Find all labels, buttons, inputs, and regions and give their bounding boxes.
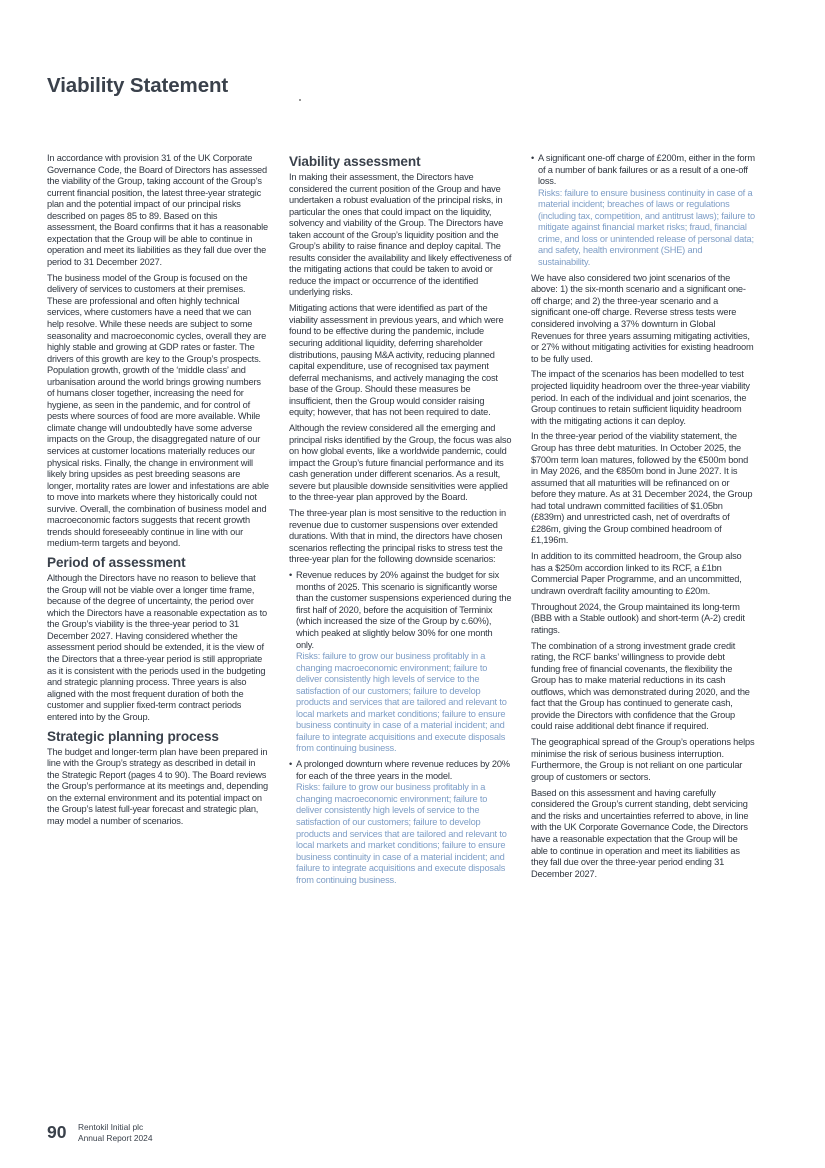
scenario-risks: Risks: failure to ensure business continuity in case of a material incident; breaches of laws or regulations (including tax, competition, and antitrust laws); failure to mitigate against financial market risks; fraud, financial crime, and loss or unintended release of personal data; and safety, health environment (SHE) and sustainability. (538, 187, 755, 267)
geographical-spread-paragraph: The geographical spread of the Group’s operations helps minimise the risk of serious business interruption. Furthermore, the Group is not reliant on one particular group of customers or sectors. (531, 737, 755, 782)
scenario-item (289, 759, 512, 886)
column-1 (47, 153, 269, 832)
viability-assessment-heading: Viability assessment (289, 154, 421, 169)
page-title: Viability Statement (47, 74, 229, 97)
business-model-paragraph: The business model of the Group is focused on the delivery of services to customers at their premises. These are professional and often highly technical services, where customers have a need that we can help resolve. While these needs are subject to some seasonality and macroeconomic cycles, overall they are highly stable and growing at GDP rates or faster. The drivers of this growth are key to the Group’s prospects. Population growth, growth of the ‘middle class’ and urbanisation around the world brings growing numbers of humans closer together, increasing the need for hygiene, as seen in the pandemic, and for control of pests where sources of food are more available. While climate change will undoubtedly have some adverse impacts on the Group, the disaggregated nature of our services at customer locations materially reduces our physical risks. Finally, the change in environment will likely bring upsides as pest breeding seasons are longer, mortality rates are lower and infestations are able to move into markets where they historically could not survive. Overall, the combination of business model and macroeconomic factors suggests that recent growth trends should foreseeably continue in line with our medium-term targets and beyond. (47, 272, 269, 549)
scenario-item (531, 153, 755, 268)
scenario-list (289, 570, 512, 886)
scenario-risks: Risks: failure to grow our business profitably in a changing macroeconomic environment; failure to deliver consistently high levels of service to the satisfaction of our customers; failure to develop products and services that are tailored and relevant to local markets and market conditions; failure to ensure business continuity in case of a material incident; and failure to integrate acquisitions and execute disposals from continuing business. (296, 651, 507, 754)
period-of-assessment-paragraph: Although the Directors have no reason to believe that the Group will not be viable over a longer time frame, because of the degree of uncertainty, the period over which the Directors have a reasonable expectation as to the Group’s viability is the three-year period to 31 December 2027. Having considered whether the assessment period should be extended, it is the view of the Directors that a three-year period is still appropriate as it is consistent with the periods used in the budgeting and strategic planning process. Three years is also aligned with the most frequent duration of both the customer and supplier fixed-term contract periods entered into by the Group. (47, 573, 267, 722)
footer-company-name: Rentokil Initial plc (78, 1122, 144, 1132)
strategic-planning-paragraph: The budget and longer-term plan have been prepared in line with the Group’s strategy as described in detail in the Strategic Report (pages 4 to 90). The Board reviews the Group’s performance at its meetings and, depending on the external environment and its potential impact on the Group’s latest full-year forecast and strategic plan, may model a number of scenarios. (47, 746, 268, 826)
intro-paragraph: In accordance with provision 31 of the UK Corporate Governance Code, the Board of Directors has assessed the viability of the Group, taking account of the Group’s current financial position, the latest three-year strategic plan and the potential impact of our principal risks described on pages 85 to 89. Based on this assessment, the Board confirms that it has a reasonable expectation that the Group will be able to continue in operation and meet its liabilities as they fall due over the period to 31 December 2027. (47, 153, 268, 267)
viability-paragraph-2: Mitigating actions that were identified as part of the viability assessment in previous years, and which were found to be effective during the pandemic, include securing additional liquidity, deferring shareholder distributions, pausing M&A activity, reducing planned capital expenditure, use of recognised tax payment deferral mechanisms, and actively managing the cost base of the Group. Should these measures be insufficient, then the Group would consider raising equity; however, that has not been required to date. (289, 303, 504, 418)
column-2 (289, 153, 512, 891)
scenario-list-continued (531, 153, 755, 268)
scenario-impact-paragraph: The impact of the scenarios has been modelled to test projected liquidity headroom over the three-year viability period. In each of the individual and joint scenarios, the Group continues to retain sufficient liquidity headroom with the mitigating actions it can deploy. (531, 369, 750, 426)
scenario-text: A significant one-off charge of £200m, either in the form of a number of bank failures or as a result of a one-off loss. (538, 153, 755, 187)
debt-maturities-paragraph: In the three-year period of the viability statement, the Group has three debt maturities. In October 2025, the $700m term loan matures, followed by the €500m bond in May 2026, and the €850m bond in June 2027. It is assumed that all maturities will be refinanced on or before they mature. As at 31 December 2024, the Group had total undrawn committed facilities of $1.05bn (£839m) and unrestricted cash, net of overdrafts of £286m, giving the Group combined headroom of £1,196m. (531, 431, 753, 546)
scenario-text: Revenue reduces by 20% against the budget for six months of 2025. This scenario is significantly worse than the customer suspensions experienced during the first half of 2020, before the acquisition of Terminix (which increased the size of the Group by c.60%), which peaked at slightly below 30% for one month only. (296, 570, 512, 650)
confidence-paragraph: The combination of a strong investment grade credit rating, the RCF banks’ willingness to provide debt funding free of financial covenants, the flexibility the Group has to make material reductions in its cash outflows, which was demonstrated during 2020, and the fact that the Group has continued to generate cash, provide the Directors with confidence that the Group could raise additional debt finance if required. (531, 640, 750, 732)
scenario-risks: Risks: failure to grow our business profitably in a changing macroeconomic environment; failure to deliver consistently high levels of service to the satisfaction of our customers; failure to develop products and services that are tailored and relevant to local markets and market conditions; failure to ensure business continuity in case of a material incident; and failure to integrate acquisitions and execute disposals from continuing business. (296, 782, 507, 885)
stray-dot (299, 99, 301, 101)
strategic-planning-heading: Strategic planning process (47, 728, 219, 744)
viability-paragraph-4: The three-year plan is most sensitive to the reduction in revenue due to customer suspensions over extended durations. With that in mind, the directors have chosen scenarios reflecting the principal risks to stress test the three-year plan for the following downside scenarios: (289, 508, 506, 565)
page-number: 90 (47, 1122, 67, 1142)
committed-headroom-paragraph: In addition to its committed headroom, the Group also has a $250m accordion linked to its RCF, a £1bn Commercial Paper Programme, and an uncommitted, undrawn overdraft facility amounting to £20m. (531, 551, 742, 596)
joint-scenarios-paragraph: We have also considered two joint scenarios of the above: 1) the six-month scenario and a significant one-off charge; and 2) the three-year scenario and a significant one-off charge. Reverse stress tests were considered involving a 37% downturn in Global Revenues for three years assuming mitigating activities, or 27% without mitigating activities for existing headroom to be fully used. (531, 272, 754, 364)
footer-publication (78, 1122, 153, 1143)
column-3 (531, 153, 755, 884)
viability-paragraph-3: Although the review considered all the emerging and principal risks identified by the Group, the focus was also on how global events, like a worldwide pandemic, could impact the Group’s future financial performance and its cash generation under different scenarios. As a result, severe but plausible downside sensitivities were applied to the three-year plan approved by the Board. (289, 423, 512, 503)
footer-report-name: Annual Report 2024 (78, 1132, 153, 1143)
scenario-text: A prolonged downturn where revenue reduces by 20% for each of the three years in the model. (296, 759, 510, 781)
period-of-assessment-heading: Period of assessment (47, 555, 186, 571)
scenario-item (289, 570, 512, 755)
credit-ratings-paragraph: Throughout 2024, the Group maintained its long-term (BBB with a Stable outlook) and short-term (A-2) credit ratings. (531, 601, 745, 635)
viability-paragraph-1: In making their assessment, the Directors have considered the current position of the Group and have undertaken a robust evaluation of the principal risks, in particular the ones that could impact on the liquidity, solvency and viability of the Group. The Directors have taken account of the Group’s liquidity position and the Group’s ability to raise finance and deploy capital. The results consider the availability and likely effectiveness of the mitigating actions that could be taken to avoid or reduce the impact or occurrence of the identified underlying risks. (289, 172, 512, 298)
conclusion-paragraph: Based on this assessment and having carefully considered the Group’s current standing, debt servicing and the risks and uncertainties referred to above, in line with the UK Corporate Governance Code, the Directors have a reasonable expectation that the Group will be able to continue in operation and meet its liabilities as they fall due over the three-year period ending 31 December 2027. (531, 787, 749, 879)
